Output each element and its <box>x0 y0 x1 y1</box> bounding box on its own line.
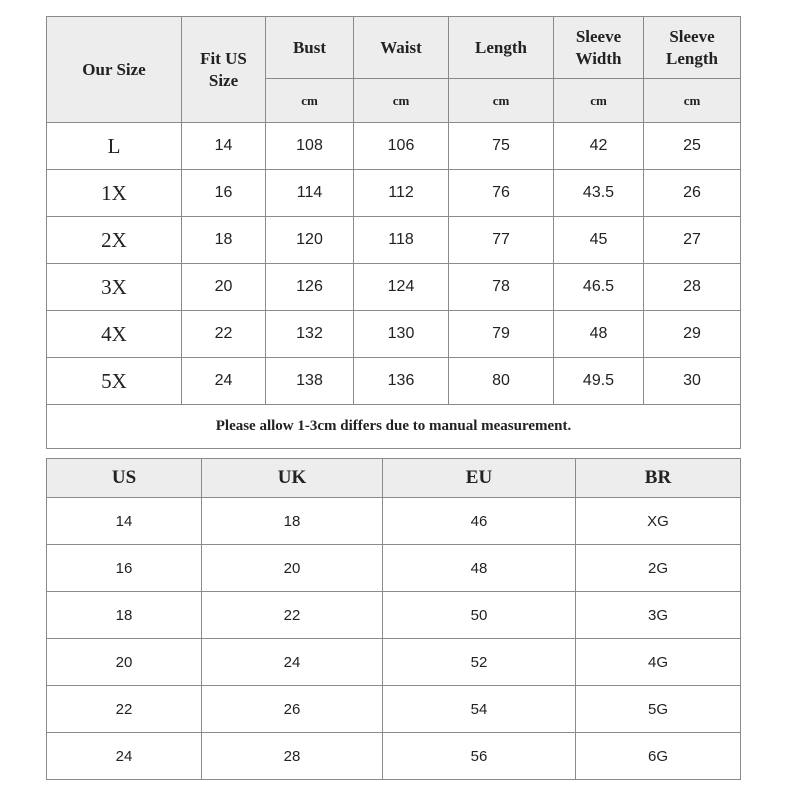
conversion-row <box>47 733 741 780</box>
cell-sleeve-width: 43.5 <box>554 170 644 217</box>
cell-br: 2G <box>576 545 741 592</box>
header-eu: EU <box>383 459 576 498</box>
conversion-row <box>47 686 741 733</box>
header-fit-us-size <box>182 17 266 123</box>
cell-bust: 132 <box>266 311 354 358</box>
measurement-note: Please allow 1-3cm differs due to manual measurement. <box>47 405 741 449</box>
cell-sleeve-width: 42 <box>554 123 644 170</box>
header-our-size: Our Size <box>47 17 182 123</box>
cell-length: 77 <box>449 217 554 264</box>
cell-us: 18 <box>47 592 202 639</box>
cell-bust: 120 <box>266 217 354 264</box>
size-chart-row <box>47 170 741 217</box>
cell-our-size: 1X <box>47 170 182 217</box>
conversion-row <box>47 498 741 545</box>
cell-uk: 20 <box>202 545 383 592</box>
header-length: Length <box>449 17 554 79</box>
cell-sleeve-length: 30 <box>644 358 741 405</box>
cell-eu: 48 <box>383 545 576 592</box>
cell-uk: 26 <box>202 686 383 733</box>
cell-us: 22 <box>47 686 202 733</box>
cell-bust: 138 <box>266 358 354 405</box>
cell-length: 78 <box>449 264 554 311</box>
cell-eu: 54 <box>383 686 576 733</box>
cell-sleeve-width: 45 <box>554 217 644 264</box>
cell-eu: 46 <box>383 498 576 545</box>
cell-br: XG <box>576 498 741 545</box>
cell-bust: 108 <box>266 123 354 170</box>
cell-fit-us-size: 20 <box>182 264 266 311</box>
measurement-note-row <box>47 405 741 449</box>
cell-waist: 130 <box>354 311 449 358</box>
unit-bust: cm <box>266 79 354 123</box>
cell-our-size: 5X <box>47 358 182 405</box>
unit-length: cm <box>449 79 554 123</box>
cell-length: 76 <box>449 170 554 217</box>
cell-uk: 18 <box>202 498 383 545</box>
cell-us: 14 <box>47 498 202 545</box>
cell-sleeve-width: 48 <box>554 311 644 358</box>
cell-sleeve-length: 29 <box>644 311 741 358</box>
cell-fit-us-size: 22 <box>182 311 266 358</box>
conversion-header-row <box>47 459 741 498</box>
cell-waist: 136 <box>354 358 449 405</box>
cell-sleeve-length: 25 <box>644 123 741 170</box>
cell-eu: 50 <box>383 592 576 639</box>
conversion-row <box>47 639 741 686</box>
cell-waist: 118 <box>354 217 449 264</box>
cell-length: 80 <box>449 358 554 405</box>
header-sleeve-length-label: Sleeve Length <box>666 26 718 68</box>
unit-sleeve-length: cm <box>644 79 741 123</box>
cell-fit-us-size: 24 <box>182 358 266 405</box>
cell-us: 16 <box>47 545 202 592</box>
cell-bust: 126 <box>266 264 354 311</box>
size-chart-table <box>46 16 741 449</box>
conversion-row <box>47 545 741 592</box>
cell-uk: 24 <box>202 639 383 686</box>
size-chart-row <box>47 358 741 405</box>
cell-br: 5G <box>576 686 741 733</box>
cell-waist: 106 <box>354 123 449 170</box>
cell-us: 20 <box>47 639 202 686</box>
unit-waist: cm <box>354 79 449 123</box>
header-sleeve-width <box>554 17 644 79</box>
cell-eu: 52 <box>383 639 576 686</box>
cell-fit-us-size: 18 <box>182 217 266 264</box>
cell-our-size: 2X <box>47 217 182 264</box>
cell-our-size: L <box>47 123 182 170</box>
cell-sleeve-width: 49.5 <box>554 358 644 405</box>
cell-waist: 124 <box>354 264 449 311</box>
cell-uk: 28 <box>202 733 383 780</box>
header-sleeve-width-label: Sleeve Width <box>575 26 622 68</box>
header-sleeve-length <box>644 17 741 79</box>
cell-waist: 112 <box>354 170 449 217</box>
cell-sleeve-length: 26 <box>644 170 741 217</box>
cell-length: 79 <box>449 311 554 358</box>
header-bust: Bust <box>266 17 354 79</box>
header-waist: Waist <box>354 17 449 79</box>
size-chart-row <box>47 264 741 311</box>
cell-fit-us-size: 14 <box>182 123 266 170</box>
cell-our-size: 3X <box>47 264 182 311</box>
cell-uk: 22 <box>202 592 383 639</box>
cell-sleeve-length: 27 <box>644 217 741 264</box>
cell-sleeve-width: 46.5 <box>554 264 644 311</box>
conversion-row <box>47 592 741 639</box>
header-br: BR <box>576 459 741 498</box>
size-chart-header-row <box>47 17 741 79</box>
cell-br: 6G <box>576 733 741 780</box>
cell-length: 75 <box>449 123 554 170</box>
size-conversion-table <box>46 458 741 780</box>
header-uk: UK <box>202 459 383 498</box>
cell-our-size: 4X <box>47 311 182 358</box>
cell-fit-us-size: 16 <box>182 170 266 217</box>
size-chart-row <box>47 123 741 170</box>
cell-eu: 56 <box>383 733 576 780</box>
unit-sleeve-width: cm <box>554 79 644 123</box>
cell-us: 24 <box>47 733 202 780</box>
size-chart-row <box>47 217 741 264</box>
header-us: US <box>47 459 202 498</box>
cell-br: 3G <box>576 592 741 639</box>
cell-sleeve-length: 28 <box>644 264 741 311</box>
cell-br: 4G <box>576 639 741 686</box>
header-fit-us-size-label: Fit US Size <box>200 48 247 90</box>
cell-bust: 114 <box>266 170 354 217</box>
size-chart-row <box>47 311 741 358</box>
